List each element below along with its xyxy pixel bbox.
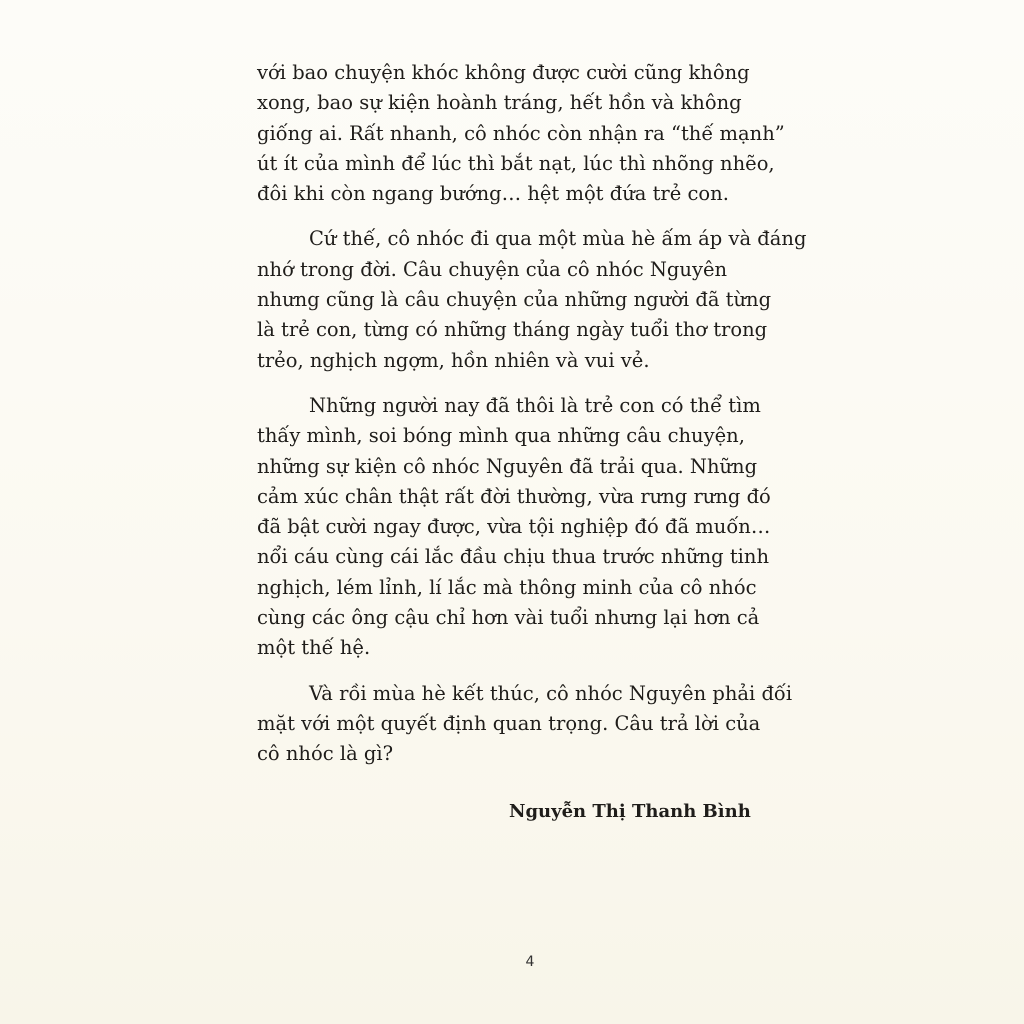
text-line: xong, bao sự kiện hoành tráng, hết hồn và không [257, 91, 742, 115]
text-line: nghịch, lém lỉnh, lí lắc mà thông minh của cô nhóc [257, 575, 757, 599]
body-text [257, 58, 807, 785]
text-line: đôi khi còn ngang bướng… hệt một đứa trẻ con. [257, 182, 729, 206]
text-line: cô nhóc là gì? [257, 742, 394, 766]
text-line: một thế hệ. [257, 636, 371, 660]
text-line: út ít của mình để lúc thì bắt nạt, lúc thì nhõng nhẽo, [257, 151, 775, 175]
text-line: nhưng cũng là câu chuyện của những người đã từng [257, 288, 772, 312]
text-line: đã bật cười ngay được, vừa tội nghiệp đó đã muốn… [257, 515, 771, 539]
text-line: Và rồi mùa hè kết thúc, cô nhóc Nguyên phải đối [309, 681, 793, 705]
text-line: cùng các ông cậu chỉ hơn vài tuổi nhưng lại hơn cả [257, 606, 760, 630]
text-line: là trẻ con, từng có những tháng ngày tuổi thơ trong [257, 318, 768, 342]
text-line: Cứ thế, cô nhóc đi qua một mùa hè ấm áp và đáng [309, 227, 807, 251]
text-line: những sự kiện cô nhóc Nguyên đã trải qua. Những [257, 454, 758, 478]
author-signature: Nguyễn Thị Thanh Bình [509, 801, 751, 822]
text-line: giống ai. Rất nhanh, cô nhóc còn nhận ra “thế mạnh” [257, 121, 785, 145]
text-line: nhớ trong đời. Câu chuyện của cô nhóc Nguyên [257, 257, 728, 281]
page-number: 4 [525, 954, 535, 970]
paragraph-2 [257, 224, 807, 375]
text-line: nổi cáu cùng cái lắc đầu chịu thua trước những tinh [257, 545, 770, 569]
text-line: thấy mình, soi bóng mình qua những câu chuyện, [257, 424, 745, 448]
paragraph-3 [257, 391, 777, 664]
text-line: trẻo, nghịch ngợm, hồn nhiên và vui vẻ. [257, 348, 650, 372]
text-line: với bao chuyện khóc không được cười cũng không [257, 61, 750, 84]
text-line: mặt với một quyết định quan trọng. Câu trả lời của [257, 711, 761, 735]
text-line: cảm xúc chân thật rất đời thường, vừa rưng rưng đó [257, 484, 771, 508]
text-line: Những người nay đã thôi là trẻ con có thể tìm [309, 393, 761, 417]
paragraph-1 [257, 58, 785, 209]
paragraph-4 [257, 679, 793, 770]
